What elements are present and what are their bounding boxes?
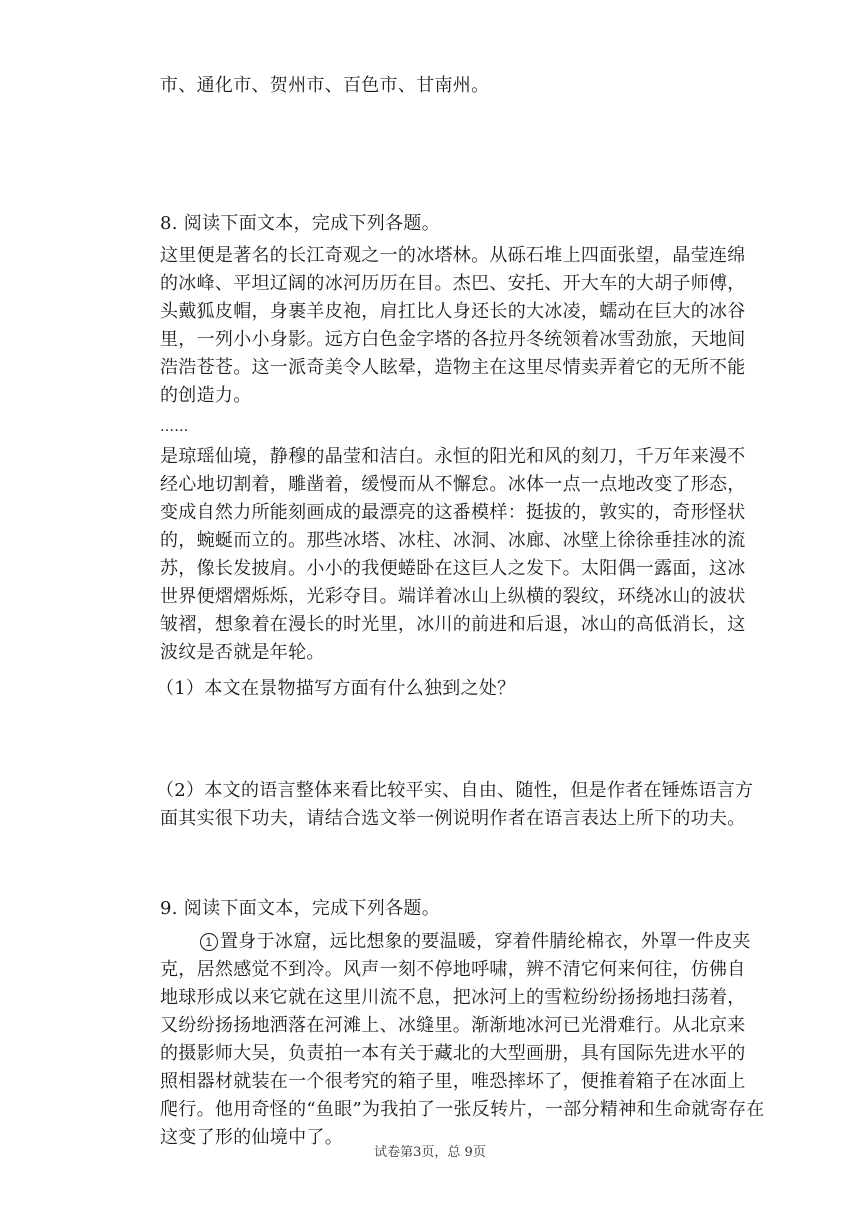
ellipsis: ……	[160, 419, 189, 435]
passage-line: 这里便是著名的长江奇观之一的冰塔林。从砾石堆上四面张望，晶莹连绵	[160, 245, 746, 266]
passage-line: 爬行。他用奇怪的“鱼眼”为我拍了一张反转片，一部分精神和生命就寄存在	[160, 1099, 765, 1120]
question-9-header: 9. 阅读下面文本，完成下列各题。	[160, 898, 440, 919]
page-footer: 试卷第3页，总 9页	[374, 1145, 486, 1160]
passage-line: 的创造力。	[160, 385, 252, 406]
passage-line: 又纷纷扬扬地洒落在河滩上、冰缝里。渐渐地冰河已光滑难行。从北京来	[160, 1015, 746, 1036]
question-8-header: 8. 阅读下面文本，完成下列各题。	[160, 213, 440, 234]
passage-line: 照相器材就装在一个很考究的箱子里，唯恐摔坏了，便推着箱子在冰面上	[160, 1071, 746, 1092]
passage-line: 的，蜿蜒而立的。那些冰塔、冰柱、冰洞、冰廊、冰壁上徐徐垂挂冰的流	[160, 530, 746, 551]
passage-text: 置身于冰窟，远比想象的要温暖，穿着件腈纶棉衣，外罩一件皮夹	[220, 931, 751, 952]
passage-line: 世界便熠熠烁烁，光彩夺目。端详着冰山上纵横的裂纹，环绕冰山的波状	[160, 586, 746, 607]
passage-line: 里，一列小小身影。远方白色金字塔的各拉丹冬统领着冰雪劲旅，天地间	[160, 329, 746, 350]
paragraph-number-badge: 1	[200, 933, 218, 951]
passage-line: 经心地切割着，雕凿着，缓慢而从不懈怠。冰体一点一点地改变了形态，	[160, 474, 746, 495]
passage-line: 浩浩苍苍。这一派奇美令人眩晕，造物主在这里尽情卖弄着它的无所不能	[160, 357, 746, 378]
passage-line: 是琼瑶仙境，静穆的晶莹和洁白。永恒的阳光和风的刻刀，千万年来漫不	[160, 446, 746, 467]
text-line: 市、通化市、贺州市、百色市、甘南州。	[160, 75, 490, 96]
passage-line: 这变了形的仙境中了。	[160, 1127, 343, 1148]
passage-line	[200, 928, 751, 955]
passage-line: 变成自然力所能刻画成的最漂亮的这番模样：挺拔的，敦实的，奇形怪状	[160, 502, 746, 523]
passage-line: 的摄影师大吴，负责拍一本有关于藏北的大型画册，具有国际先进水平的	[160, 1043, 746, 1064]
passage-line: 头戴狐皮帽，身裹羊皮袍，肩扛比人身还长的大冰凌，蠕动在巨大的冰谷	[160, 301, 746, 322]
passage-line: 克，居然感觉不到冷。风声一刻不停地呼啸，辨不清它何来何往，仿佛自	[160, 959, 746, 980]
question-8-1: （1）本文在景物描写方面有什么独到之处？	[156, 678, 516, 699]
question-8-2-cont: 面其实很下功夫，请结合选文举一例说明作者在语言表达上所下的功夫。	[160, 808, 746, 829]
passage-line: 地球形成以来它就在这里川流不息，把冰河上的雪粒纷纷扬扬地扫荡着，	[160, 987, 746, 1008]
passage-line: 波纹是否就是年轮。	[160, 642, 325, 663]
passage-line: 皱褶，想象着在漫长的时光里，冰川的前进和后退，冰山的高低消长，这	[160, 614, 746, 635]
question-8-2: （2）本文的语言整体来看比较平实、自由、随性，但是作者在锤炼语言方	[156, 780, 754, 801]
passage-line: 的冰峰、平坦辽阔的冰河历历在目。杰巴、安托、开大车的大胡子师傅，	[160, 273, 746, 294]
passage-line: 苏，像长发披肩。小小的我便蜷卧在这巨人之发下。太阳偶一露面，这冰	[160, 558, 746, 579]
